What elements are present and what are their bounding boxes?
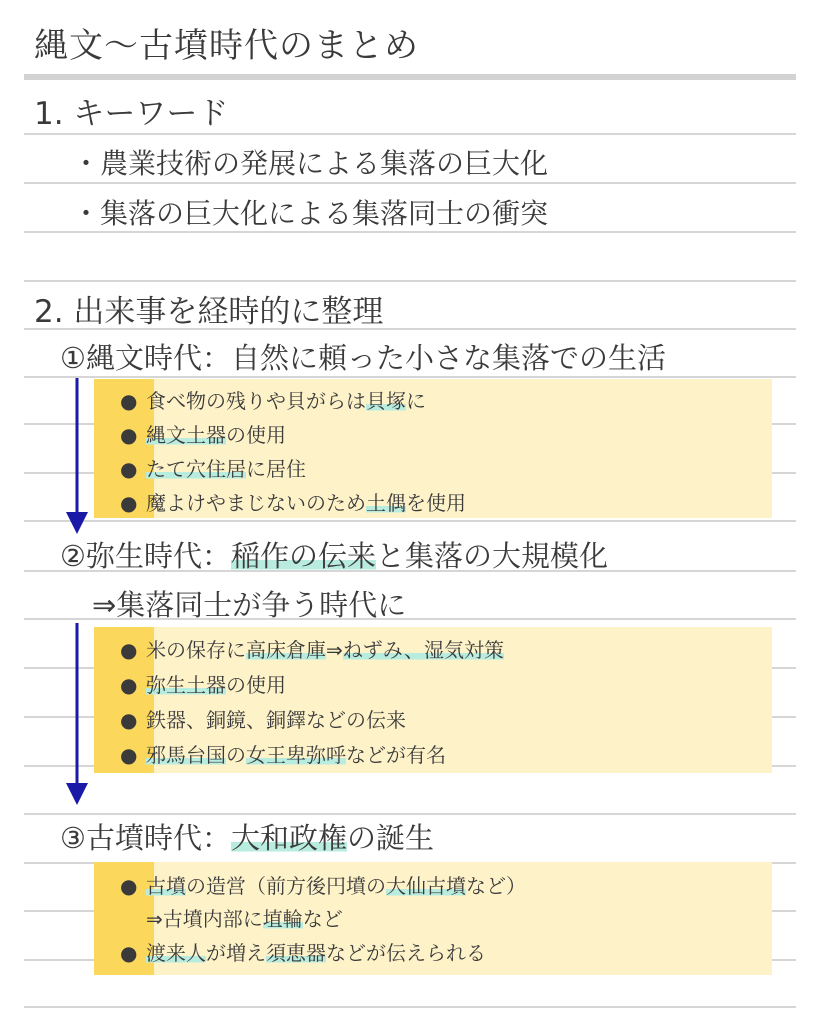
item-text: が増え xyxy=(206,941,266,965)
bullet-icon: ● xyxy=(120,457,138,481)
rule-line xyxy=(24,1006,796,1008)
bullet-icon: ● xyxy=(120,389,138,413)
title-text: と集落の大規模化 xyxy=(376,539,609,573)
arrow-down-icon xyxy=(66,378,92,534)
bullet-icon: ● xyxy=(120,941,138,965)
highlighted-term: 邪馬台国 xyxy=(146,743,226,767)
bullet-icon: ● xyxy=(120,673,138,697)
jomon-title: ①縄文時代：自然に頼った小さな集落での生活 xyxy=(60,341,666,375)
highlighted-term: 縄文土器 xyxy=(146,423,226,447)
item-text: の xyxy=(226,743,246,767)
item-text: など） xyxy=(466,874,526,898)
highlighted-term: 埴輪 xyxy=(262,907,303,931)
highlighted-term: たて穴住居 xyxy=(146,457,246,481)
keyword-item: ・農業技術の発展による集落の巨大化 xyxy=(72,147,549,180)
list-item xyxy=(120,419,286,448)
highlighted-term: 貝塚 xyxy=(366,389,406,413)
title-text: ③古墳時代： xyxy=(60,821,231,855)
rule-line xyxy=(24,133,796,135)
highlighted-term: 須恵器 xyxy=(266,941,326,965)
highlighted-term: 大仙古墳 xyxy=(386,874,466,898)
highlighted-term: 稲作の伝来 xyxy=(231,539,377,573)
item-text: 魔よけやまじないのため xyxy=(146,491,366,515)
item-text: などが有名 xyxy=(346,743,446,767)
kofun-title xyxy=(60,816,434,857)
highlighted-term: 大和政権 xyxy=(231,821,348,855)
item-text: ⇒ xyxy=(326,638,343,662)
item-text: の使用 xyxy=(226,673,286,697)
rule-line xyxy=(24,280,796,282)
title-text: ②弥生時代： xyxy=(60,539,231,573)
arrow-down-icon xyxy=(66,623,92,805)
highlighted-term: ねずみ、湿気対策 xyxy=(342,638,504,662)
item-text: 食べ物の残りや貝がらは xyxy=(146,389,366,413)
item-text: ⇒古墳内部に xyxy=(146,907,263,931)
rule-line xyxy=(24,182,796,184)
bullet-icon: ● xyxy=(120,874,138,898)
item-text: を使用 xyxy=(406,491,466,515)
rule-line xyxy=(24,520,796,522)
bullet-icon: ● xyxy=(120,743,138,767)
item-text: に居住 xyxy=(246,457,306,481)
page-title: 縄文〜古墳時代のまとめ xyxy=(34,26,419,66)
list-item xyxy=(120,870,526,899)
section-heading-keywords: 1. キーワード xyxy=(34,96,229,132)
item-text: の造営（前方後円墳の xyxy=(186,874,386,898)
section-heading-timeline: 2. 出来事を経時的に整理 xyxy=(34,294,384,330)
item-text: 鉄器、銅鏡、銅鐸などの伝来 xyxy=(146,708,406,732)
highlighted-term: 高床倉庫 xyxy=(246,638,326,662)
bullet-icon: ● xyxy=(120,638,138,662)
highlighted-term: 古墳 xyxy=(146,874,186,898)
highlighted-term: 弥生土器 xyxy=(146,673,226,697)
item-text: の使用 xyxy=(226,423,286,447)
bullet-icon: ● xyxy=(120,423,138,447)
list-item xyxy=(120,453,306,482)
list-item xyxy=(120,669,286,698)
item-text: などが伝えられる xyxy=(326,941,486,965)
list-item-continuation xyxy=(146,903,343,932)
list-item xyxy=(120,704,406,733)
highlighted-term: 渡来人 xyxy=(146,941,206,965)
highlighted-term: 女王卑弥呼 xyxy=(246,743,346,767)
bullet-icon: ● xyxy=(120,491,138,515)
list-item xyxy=(120,937,486,966)
item-text: に xyxy=(406,389,426,413)
list-item xyxy=(120,385,426,414)
rule-line xyxy=(24,813,796,815)
yayoi-title xyxy=(60,534,608,575)
list-item xyxy=(120,634,504,663)
title-underline xyxy=(24,74,796,80)
bullet-icon: ● xyxy=(120,708,138,732)
highlighted-term: 土偶 xyxy=(366,491,406,515)
keyword-item: ・集落の巨大化による集落同士の衝突 xyxy=(72,197,549,230)
list-item xyxy=(120,739,446,768)
item-text: など xyxy=(302,907,343,931)
item-text: 米の保存に xyxy=(146,638,246,662)
title-text: の誕生 xyxy=(347,821,435,855)
list-item xyxy=(120,487,466,516)
yayoi-subtitle: ⇒集落同士が争う時代に xyxy=(92,588,407,622)
